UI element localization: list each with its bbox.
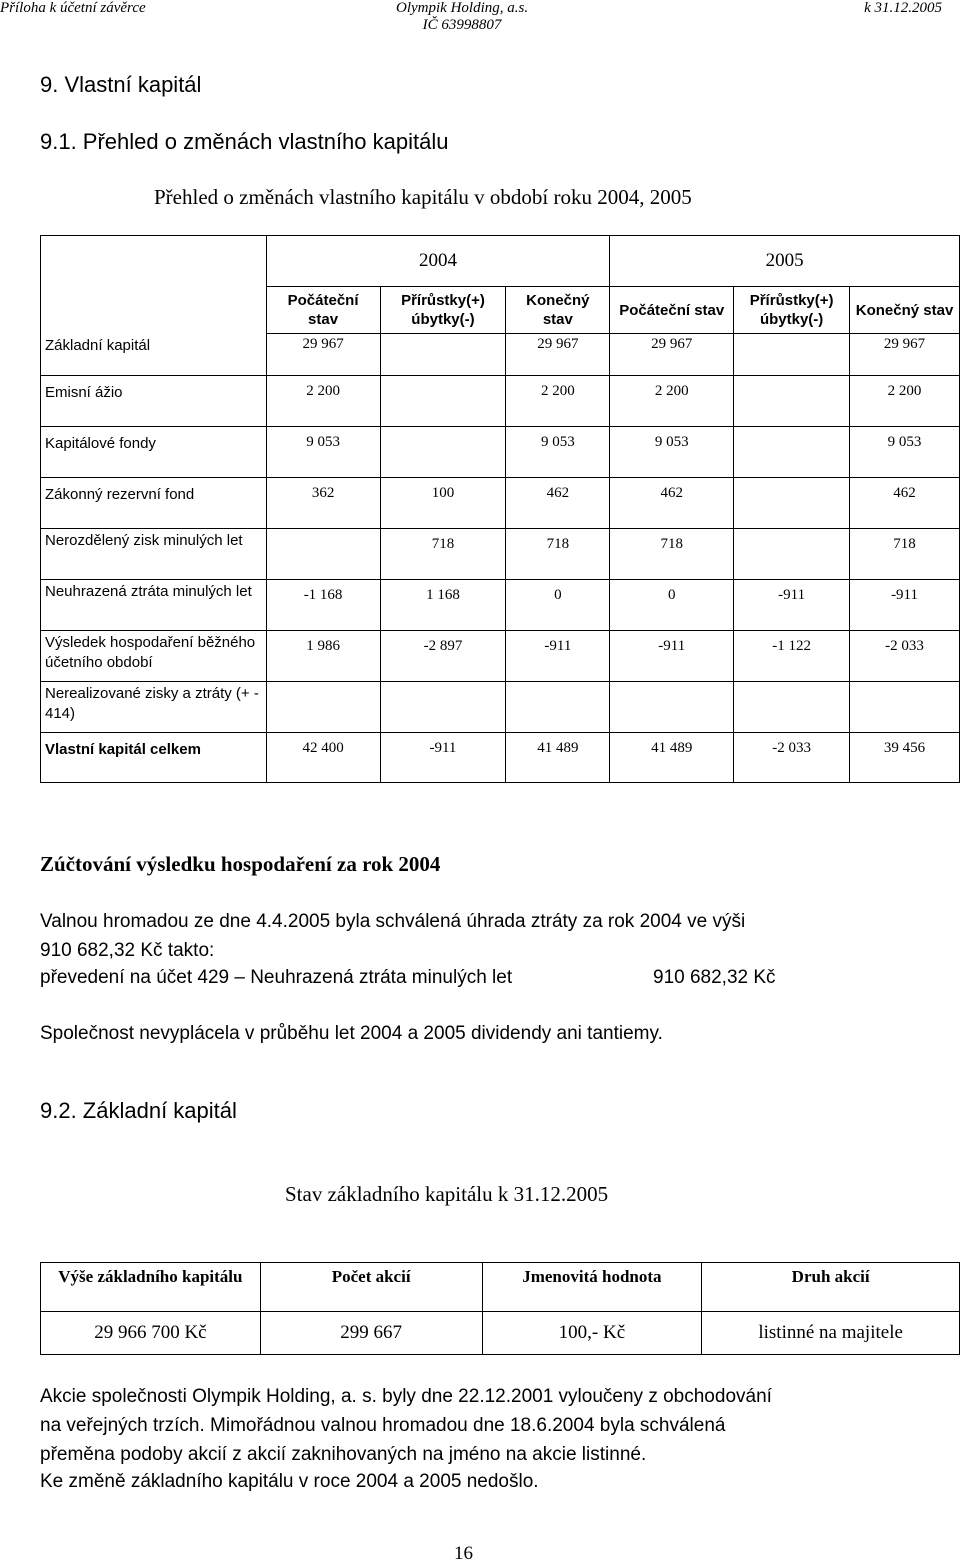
cell: -911 [734,580,850,631]
cell [734,682,850,733]
year-2005: 2005 [610,236,960,287]
row-label: Kapitálové fondy [41,427,267,478]
table-row [41,427,960,478]
cell: 29 967 [266,334,380,376]
header-company: Olympik Holding, a.s. [396,0,529,16]
total-label: Vlastní kapitál celkem [41,733,267,783]
section-title: 9. Vlastní kapitál [40,72,202,97]
col-header: Konečný stav [506,287,610,334]
cell: -1 168 [266,580,380,631]
cell: -911 [380,733,506,783]
cell: 9 053 [266,427,380,478]
closing-line-4: Ke změně základního kapitálu v roce 2004 a 2005 nedošlo. [40,1471,539,1492]
row-label: Emisní ážio [41,376,267,427]
cell: -911 [850,580,960,631]
table-row [41,580,960,631]
share-table-value-row [41,1312,960,1355]
share-capital-table [40,1262,960,1355]
row-label: Zákonný rezervní fond [41,478,267,529]
header-center [396,0,528,34]
table-row [41,682,960,733]
cell [266,682,380,733]
cell: -2 897 [380,631,506,682]
cell [734,334,850,376]
cell: 9 053 [850,427,960,478]
cell: 29 966 700 Kč [41,1312,261,1355]
cell: 462 [850,478,960,529]
share-table-title: Stav základního kapitálu k 31.12.2005 [285,1182,609,1206]
cell: 362 [266,478,380,529]
result-line-3-right: 910 682,32 Kč [653,967,776,988]
cell: 29 967 [850,334,960,376]
cell: 2 200 [506,376,610,427]
year-2004: 2004 [266,236,610,287]
closing-line-1: Akcie společnosti Olympik Holding, a. s. byly dne 22.12.2001 vyloučeny z obchodování [40,1386,772,1407]
cell [610,682,734,733]
closing-line-3: přeměna podoby akcií z akcií zaknihovaných na jméno na akcie listinné. [40,1444,647,1465]
cell: 39 456 [850,733,960,783]
cell: -2 033 [734,733,850,783]
cell: 718 [610,529,734,580]
cell [734,376,850,427]
result-title: Zúčtování výsledku hospodaření za rok 2004 [40,852,441,876]
cell [266,529,380,580]
cell [850,682,960,733]
cell: 100,- Kč [482,1312,702,1355]
result-line-2: 910 682,32 Kč takto: [40,940,215,961]
cell [380,682,506,733]
cell: 2 200 [266,376,380,427]
table-row [41,376,960,427]
cell: 42 400 [266,733,380,783]
cell: 462 [610,478,734,529]
cell: 2 200 [850,376,960,427]
table-row [41,631,960,682]
row-label: Výsledek hospodaření běžného účetního období [41,631,267,682]
cell: 1 986 [266,631,380,682]
cell: 100 [380,478,506,529]
cell [734,529,850,580]
cell: 718 [380,529,506,580]
cell [380,427,506,478]
table-row [41,529,960,580]
table-row [41,478,960,529]
cell: 41 489 [506,733,610,783]
cell: 718 [850,529,960,580]
year-header-row [41,236,960,287]
col-header: Počáteční stav [610,287,734,334]
cell: 299 667 [260,1312,482,1355]
header-ico: IČ 63998807 [422,17,502,33]
col-header: Počáteční stav [266,287,380,334]
cell: 9 053 [610,427,734,478]
cell: -2 033 [850,631,960,682]
result-line-1: Valnou hromadou ze dne 4.4.2005 byla schválená úhrada ztráty za rok 2004 ve výši [40,911,746,932]
share-table-header-row [41,1263,960,1312]
cell [380,334,506,376]
cell [734,427,850,478]
table-row [41,334,960,376]
cell: 0 [506,580,610,631]
col-header: Výše základního kapitálu [41,1263,261,1312]
col-header: Počet akcií [260,1263,482,1312]
cell: 718 [506,529,610,580]
cell: 1 168 [380,580,506,631]
cell: 29 967 [506,334,610,376]
column-header-row [41,287,960,334]
col-header: Druh akcií [702,1263,960,1312]
equity-table-title: Přehled o změnách vlastního kapitálu v období roku 2004, 2005 [154,185,692,209]
cell: 2 200 [610,376,734,427]
cell: -911 [610,631,734,682]
col-header: Přírůstky(+) úbytky(-) [380,287,506,334]
total-row [41,733,960,783]
row-label: Základní kapitál [41,334,267,376]
cell: 0 [610,580,734,631]
cell: 29 967 [610,334,734,376]
dividend-text: Společnost nevyplácela v průběhu let 2004 a 2005 dividendy ani tantiemy. [40,1023,663,1044]
cell: -911 [506,631,610,682]
row-label: Nerozdělený zisk minulých let [41,529,267,580]
header-left: Příloha k účetní závěrce [0,0,146,16]
cell [380,376,506,427]
result-line-3-left: převedení na účet 429 – Neuhrazená ztráta minulých let [40,967,513,988]
cell: listinné na majitele [702,1312,960,1355]
equity-table [40,235,960,783]
col-header: Přírůstky(+) úbytky(-) [734,287,850,334]
page-number: 16 [454,1543,473,1564]
cell [506,682,610,733]
row-label: Nerealizované zisky a ztráty (+ - 414) [41,682,267,733]
row-label: Neuhrazená ztráta minulých let [41,580,267,631]
cell [734,478,850,529]
closing-line-2: na veřejných trzích. Mimořádnou valnou hromadou dne 18.6.2004 byla schválená [40,1415,726,1436]
header-right: k 31.12.2005 [864,0,942,16]
col-header: Jmenovitá hodnota [482,1263,702,1312]
subsection2-title: 9.2. Základní kapitál [40,1098,237,1123]
cell: -1 122 [734,631,850,682]
cell: 9 053 [506,427,610,478]
subsection-title: 9.1. Přehled o změnách vlastního kapitálu [40,129,449,154]
cell: 462 [506,478,610,529]
cell: 41 489 [610,733,734,783]
col-header: Konečný stav [850,287,960,334]
